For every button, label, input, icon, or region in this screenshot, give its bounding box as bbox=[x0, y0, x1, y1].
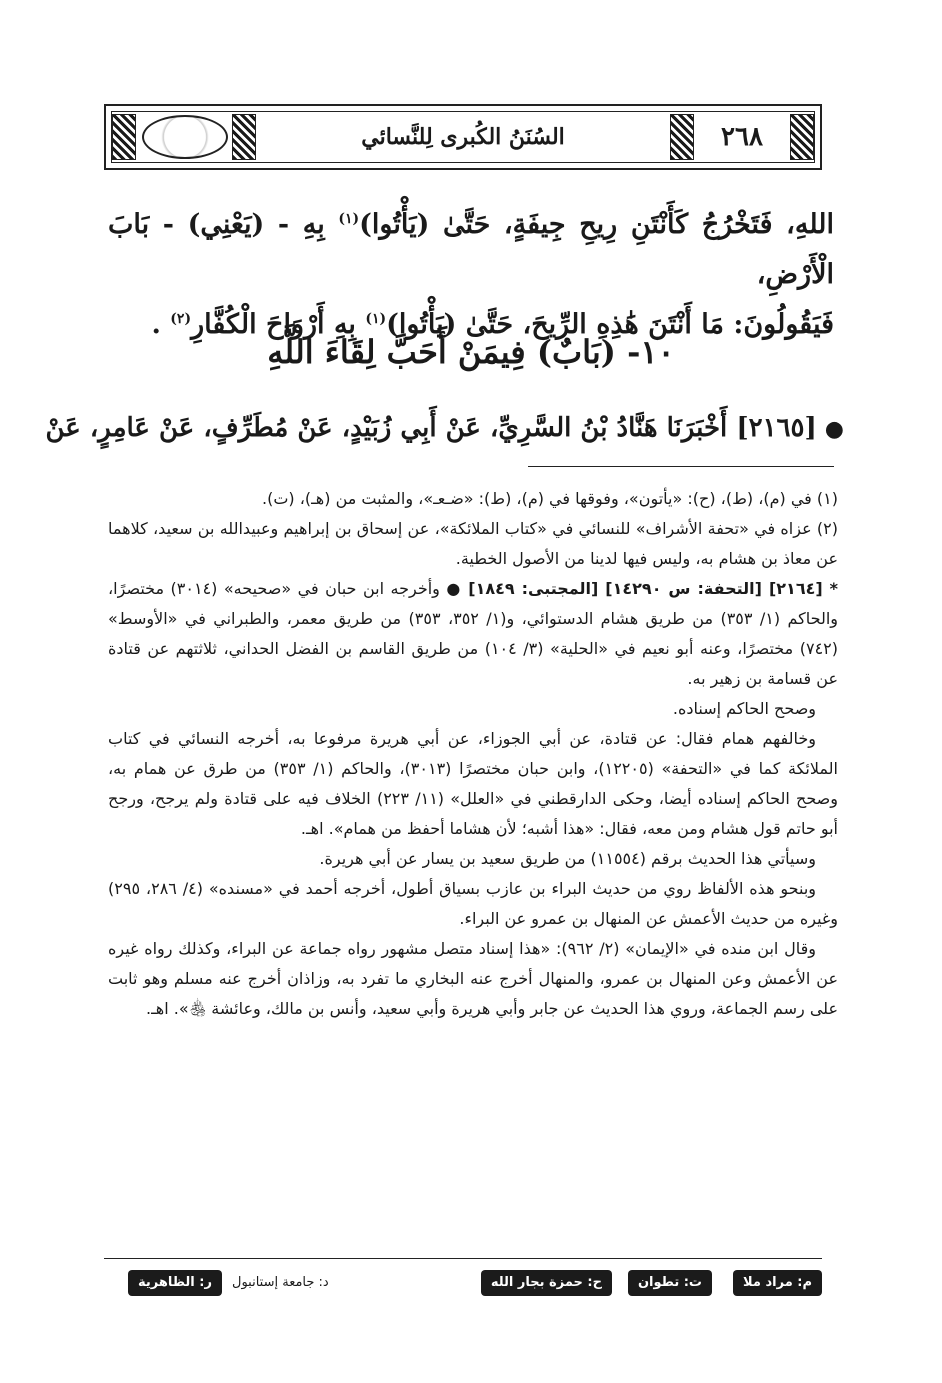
ornament-border-icon bbox=[670, 114, 694, 160]
text-segment: فَيَقُولُونَ: مَا أَنْتَنَ هَٰذِهِ الرِّيحَ، حَتَّىٰ (يَأْتُوا) bbox=[386, 309, 834, 340]
ornament-border-icon bbox=[232, 114, 256, 160]
chapter-heading: ١٠- (بَابٌ) فِيمَنْ أَحَبَّ لِقَاءَ اللَّهِ bbox=[267, 333, 675, 371]
footnote-ref: (١) bbox=[338, 211, 360, 227]
main-line-1 bbox=[108, 200, 834, 300]
text-segment: اللهِ، فَتَخْرُجُ كَأَنْتَنِ رِيحِ جِيفَةٍ، حَتَّىٰ (يَأْتُوا) bbox=[359, 209, 834, 240]
commentary-paragraph: وبنحو هذه الألفاظ روي من حديث البراء بن عازب بسياق أطول، أخرجه أحمد في «مسنده» (٤/ ٢٨٦، ٢٩٥) وغيره من حديث الأعمش عن المنهال بن عمرو عن البراء. bbox=[108, 879, 838, 928]
footnote-divider bbox=[528, 466, 834, 467]
source-tag: ت: تطوان bbox=[628, 1270, 712, 1296]
hadith-line bbox=[45, 400, 844, 457]
publisher-logo-icon bbox=[142, 115, 228, 159]
source-tag: ر: الظاهرية bbox=[128, 1270, 222, 1296]
takhrij-paragraph bbox=[108, 574, 838, 694]
text-segment: - بَابَ الْأَرْضِ، bbox=[108, 209, 834, 290]
commentary-paragraph: وخالفهم همام فقال: عن قتادة، عن أبي الجوزاء، عن أبي هريرة مرفوعا به، أخرجه النسائي في كتاب الملائكة كما في «التحفة» (١٢٢٠٥)، وابن حبان مختصرًا (٣٠١٣)، والحاكم (١/ ٣٥٣) من طرق عن همام به، وصحح الحاكم إسناده أيضا، وحكى الدارقطني في «العلل» (١١/ ٢٢٣) الخلاف فيه على قتادة ولم يرجح، ورجح أبو حاتم قول هشام ومن معه، فقال: «هذا أشبه؛ لأن هشاما أحفظ من همام». اهـ. bbox=[108, 729, 838, 838]
page-header bbox=[104, 104, 822, 170]
bullet-icon: ● bbox=[824, 416, 844, 442]
footnote-2: (٢) عزاه في «تحفة الأشراف» للنسائي في «كتاب الملائكة»، عن إسحاق بن إبراهيم وعبيدالله بن سعيد، كلاهما عن معاذ بن هشام به، وليس فيها لدينا من الأصول الخطية. bbox=[108, 519, 838, 568]
manuscript-sources-footer bbox=[104, 1268, 822, 1302]
text-segment: بِهِ - (يَعْنِي) bbox=[187, 209, 339, 240]
commentary-paragraph: وسيأتي هذا الحديث برقم (١١٥٥٤) من طريق سعيد بن يسار عن أبي هريرة. bbox=[319, 849, 816, 868]
page-number: ٢٦٨ bbox=[721, 122, 763, 152]
book-title: السُنَنُ الكُبرى لِلنَّسائي bbox=[361, 124, 565, 150]
footnote-ref: (١) bbox=[365, 311, 387, 327]
text-segment: . bbox=[151, 309, 171, 340]
header-frame bbox=[111, 111, 815, 163]
ornament-border-icon bbox=[112, 114, 136, 160]
source-label: د: جامعة إستانبول bbox=[232, 1275, 329, 1290]
footnote-ref: (٢) bbox=[170, 311, 192, 327]
source-tag: ح: حمزة بجار الله bbox=[481, 1270, 612, 1296]
ornament-border-icon bbox=[790, 114, 814, 160]
commentary-paragraph: وصحح الحاكم إسناده. bbox=[672, 699, 816, 718]
text-segment: بِهِ أَرْوَاحَ الْكُفَّارِ bbox=[191, 309, 366, 340]
hadith-text: [٢١٦٥] أَخْبَرَنَا هَنَّادُ بْنُ السَّرِيِّ، عَنْ أَبِي زُبَيْدٍ، عَنْ مُطَرِّفٍ، عَنْ عَامِرٍ، عَنْ bbox=[45, 413, 817, 443]
source-tag: م: مراد ملا bbox=[733, 1270, 822, 1296]
takhrij-text: ● وأخرجه ابن حبان في «صحيحه» (٣٠١٤) مختصرًا، والحاكم (١/ ٣٥٣) من طريق هشام الدستوائي، و(١/ ٣٥٢، ٣٥٣) من طريق معمر، والطبراني في «الأوسط» (٧٤٢) مختصرًا، وعنه أبو نعيم في «الحلية» (٣/ ١٠٤) من طريق القاسم بن الفضل الحداني، ثلاثتهم عن قتادة عن قسامة بن زهير به. bbox=[108, 579, 839, 688]
footer-divider bbox=[104, 1258, 822, 1259]
footnote-1: (١) في (م)، (ط)، (ح): «يأتون»، وفوقها في (م)، (ط): «ضـعـ»، والمثبت من (هـ)، (ت). bbox=[261, 489, 838, 508]
commentary-paragraph: وقال ابن منده في «الإيمان» (٢/ ٩٦٢): «هذا إسناد متصل مشهور رواه جماعة عن البراء، وكذلك رواه غيره عن الأعمش وعن المنهال بن عمرو، والمنهال أخرج عنه البخاري ما تفرد به، وزاذان أخرج عنه مسلم وهو ثابت على رسم الجماعة، وروي هذا الحديث عن جابر وأبي هريرة وأبي سعيد، وأنس بن مالك، وعائشة ﵃». اهـ. bbox=[108, 939, 838, 1018]
footnotes bbox=[108, 484, 838, 1024]
takhrij-label: * [٢١٦٤] [التحفة: س ١٤٢٩٠] [المجتبى: ١٨٤٩] bbox=[468, 579, 839, 598]
